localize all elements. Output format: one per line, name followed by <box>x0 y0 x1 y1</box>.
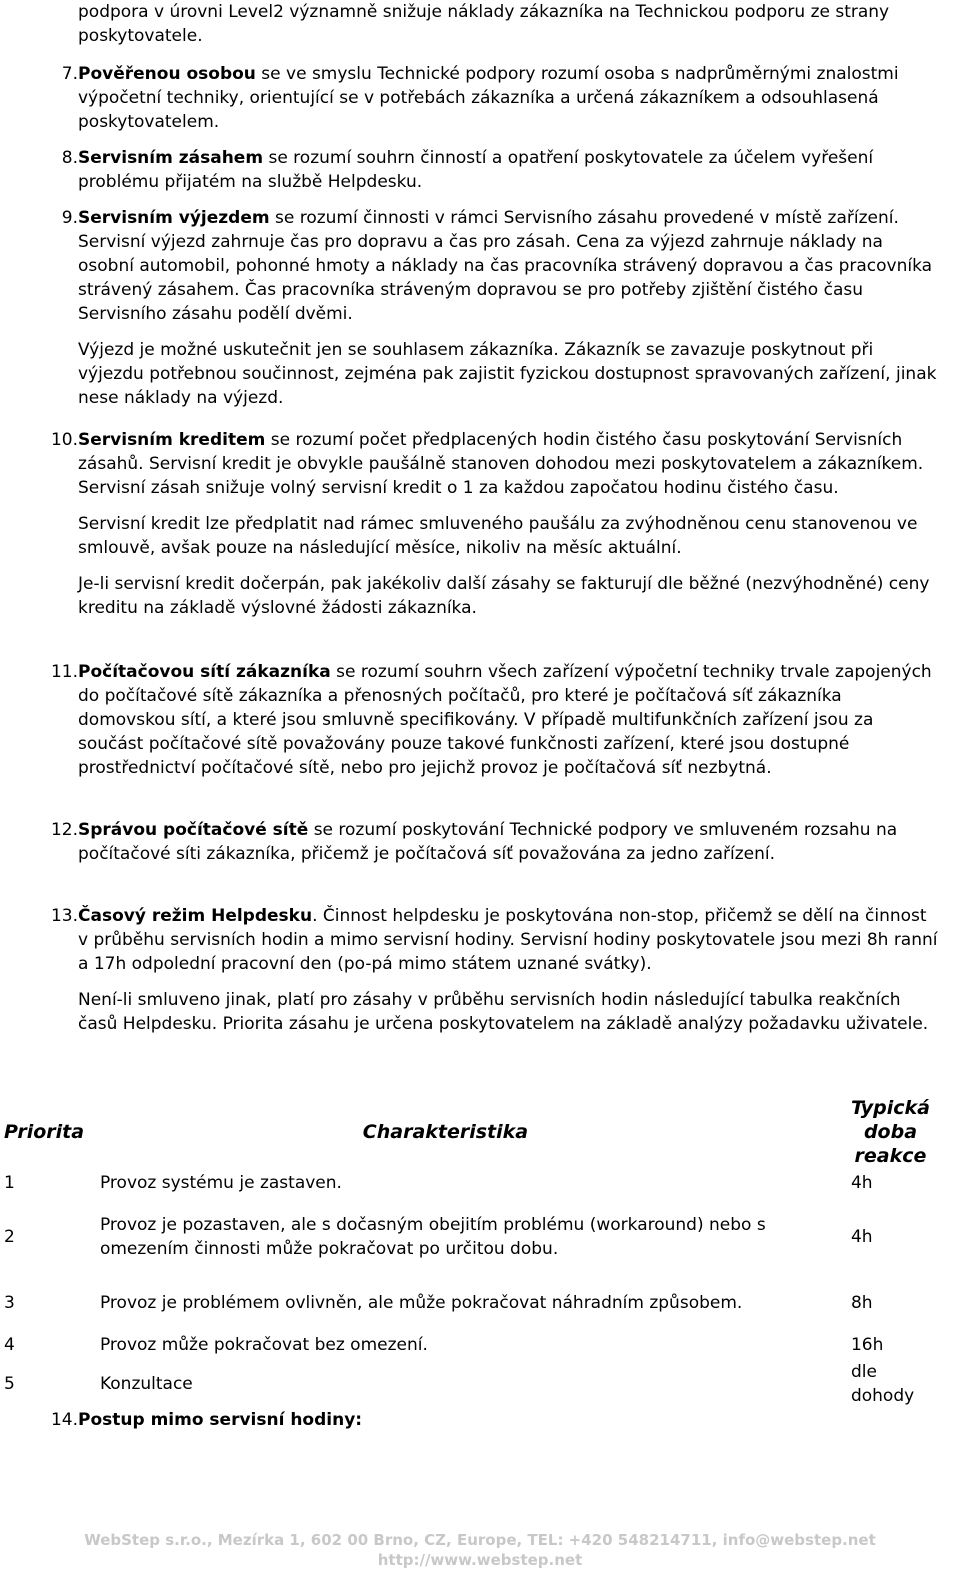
list-item-11 <box>0 660 940 792</box>
reaction-time-cell: 8h <box>850 1293 873 1313</box>
table-row <box>0 1276 930 1330</box>
continued-paragraph: podpora v úrovni Level2 významně snižuje náklady zákazníka na Technickou podporu ze strany poskytovatele. <box>78 2 890 46</box>
characteristic-cell: Provoz může pokračovat bez omezení. <box>99 1335 428 1355</box>
priority-cell: 1 <box>4 1173 15 1193</box>
item-text: se ve smyslu Technické podpory rozumí osoba s nadprůměrnými znalostmi výpočetní techniky, orientující se v potřebách zákazníka a určená zákazníkem a odsouhlasená poskytovatelem. <box>78 64 899 132</box>
item-number: 14. <box>50 1410 78 1430</box>
item-term: Pověřenou osobou <box>78 64 256 84</box>
table-row <box>0 1360 930 1408</box>
characteristic-cell: Provoz je pozastaven, ale s dočasným obejitím problému (workaround) nebo s omezením činnosti může pokračovat po určitou dobu. <box>99 1215 766 1259</box>
item-term: Časový režim Helpdesku <box>78 906 313 926</box>
table-row <box>0 1198 930 1276</box>
item-term: Počítačovou sítí zákazníka <box>78 662 331 682</box>
list-item-8 <box>0 146 940 206</box>
priority-table <box>0 1096 930 1408</box>
item-term: Servisním výjezdem <box>78 208 270 228</box>
list-item-14 <box>0 1408 940 1444</box>
item-text: se rozumí počet předplacených hodin čistého času poskytování Servisních zásahů. Servisní kredit je obvykle paušálně stanoven dohodou mezi poskytovatelem a zákazníkem. Servisní zásah snižuje volný servisní kredit o 1 za každou započatou hodinu čistého času. <box>78 430 924 498</box>
item-paragraph: Není-li smluveno jinak, platí pro zásahy v průběhu servisních hodin následující tabulka reakčních časů Helpdesku. Priorita zásahu je určena poskytovatelem na základě analýzy požadavku uživatele. <box>78 990 929 1034</box>
item-number: 9. <box>61 208 78 228</box>
reaction-time-cell: 16h <box>850 1335 884 1355</box>
item-number: 7. <box>61 64 78 84</box>
list-item-12 <box>0 818 940 878</box>
priority-cell: 4 <box>4 1335 15 1355</box>
column-header: Priorita <box>4 1121 85 1143</box>
item-term: Postup mimo servisní hodiny: <box>78 1410 363 1430</box>
priority-cell: 5 <box>4 1374 15 1394</box>
item-text: se rozumí poskytování Technické podpory ve smluveném rozsahu na počítačové síti zákazníka, přičemž je počítačová síť považována za jedno zařízení. <box>78 820 898 864</box>
reaction-time-cell: 4h <box>850 1227 873 1247</box>
table-header-row <box>0 1096 930 1168</box>
reaction-time-cell: 4h <box>850 1173 873 1193</box>
priority-cell: 2 <box>4 1227 15 1247</box>
item-text: se rozumí činnosti v rámci Servisního zásahu provedené v místě zařízení. Servisní výjezd zahrnuje čas pro dopravu a čas pro zásah. Cena za výjezd zahrnuje náklady na osobní automobil, pohonné hmoty a náklady na čas pracovníka strávený dopravou a čas pracovníka strávený zásahem. Čas pracovníka stráveným dopravou se pro potřeby zjištění čistého času Servisního zásahu podělí dvěmi. <box>78 208 933 324</box>
footer-url-line: http://www.webstep.net <box>377 1551 583 1569</box>
column-header: Charakteristika <box>362 1121 529 1143</box>
reaction-time-cell: dle dohody <box>850 1362 915 1406</box>
page-footer <box>0 1530 960 1570</box>
priority-cell: 3 <box>4 1293 15 1313</box>
list-item-9 <box>0 206 940 422</box>
table-row <box>0 1330 930 1360</box>
item-term: Servisním zásahem <box>78 148 264 168</box>
item-number: 8. <box>61 148 78 168</box>
footer-company-line: WebStep s.r.o., Mezírka 1, 602 00 Brno, CZ, Europe, TEL: +420 548214711, info@webstep.net <box>84 1531 876 1549</box>
item-paragraph: Je-li servisní kredit dočerpán, pak jakékoliv další zásahy se fakturují dle běžné (nezvýhodněné) ceny kreditu na základě výslovné žádosti zákazníka. <box>78 574 930 618</box>
item-text: . Činnost helpdesku je poskytována non-stop, přičemž se dělí na činnost v průběhu servisních hodin a mimo servisní hodiny. Servisní hodiny poskytovatele jsou mezi 8h ranní a 17h odpolední pracovní den (po-pá mimo státem uznané svátky). <box>78 906 938 974</box>
list-item-10 <box>0 428 940 632</box>
table-row <box>0 1168 930 1198</box>
item-paragraph: Servisní kredit lze předplatit nad rámec smluveného paušálu za zvýhodněnou cenu stanovenou ve smlouvě, avšak pouze na následující měsíce, nikoliv na měsíc aktuální. <box>78 514 918 558</box>
item-term: Správou počítačové sítě <box>78 820 309 840</box>
list-item-7 <box>0 62 940 146</box>
item-number: 11. <box>50 662 78 682</box>
column-header: Typická doba reakce <box>850 1097 930 1167</box>
characteristic-cell: Provoz je problémem ovlivněn, ale může pokračovat náhradním způsobem. <box>99 1293 743 1313</box>
item-number: 13. <box>50 906 78 926</box>
characteristic-cell: Konzultace <box>99 1374 193 1394</box>
characteristic-cell: Provoz systému je zastaven. <box>99 1173 342 1193</box>
item-paragraph: Výjezd je možné uskutečnit jen se souhlasem zákazníka. Zákazník se zavazuje poskytnout při výjezdu potřebnou součinnost, zejména pak zajistit fyzickou dostupnost spravovaných zařízení, jinak nese náklady na výjezd. <box>78 340 937 408</box>
item-number: 12. <box>50 820 78 840</box>
item-number: 10. <box>50 430 78 450</box>
item-text: se rozumí souhrn činností a opatření poskytovatele za účelem vyřešení problému přijatém na službě Helpdesku. <box>78 148 874 192</box>
item-term: Servisním kreditem <box>78 430 266 450</box>
list-item-13 <box>0 904 940 1048</box>
item-text: se rozumí souhrn všech zařízení výpočetní techniky trvale zapojených do počítačové sítě zákazníka a přenosných počítačů, pro které je počítačová síť zákazníka domovskou sítí, a které jsou smluvně specifikovány. V případě multifunkčních zařízení jsou za součást počítačové sítě považovány pouze takové funkčnosti zařízení, které jsou dostupné prostřednictví počítačové sítě, nebo pro jejichž provoz je počítačová síť nezbytná. <box>78 662 932 778</box>
